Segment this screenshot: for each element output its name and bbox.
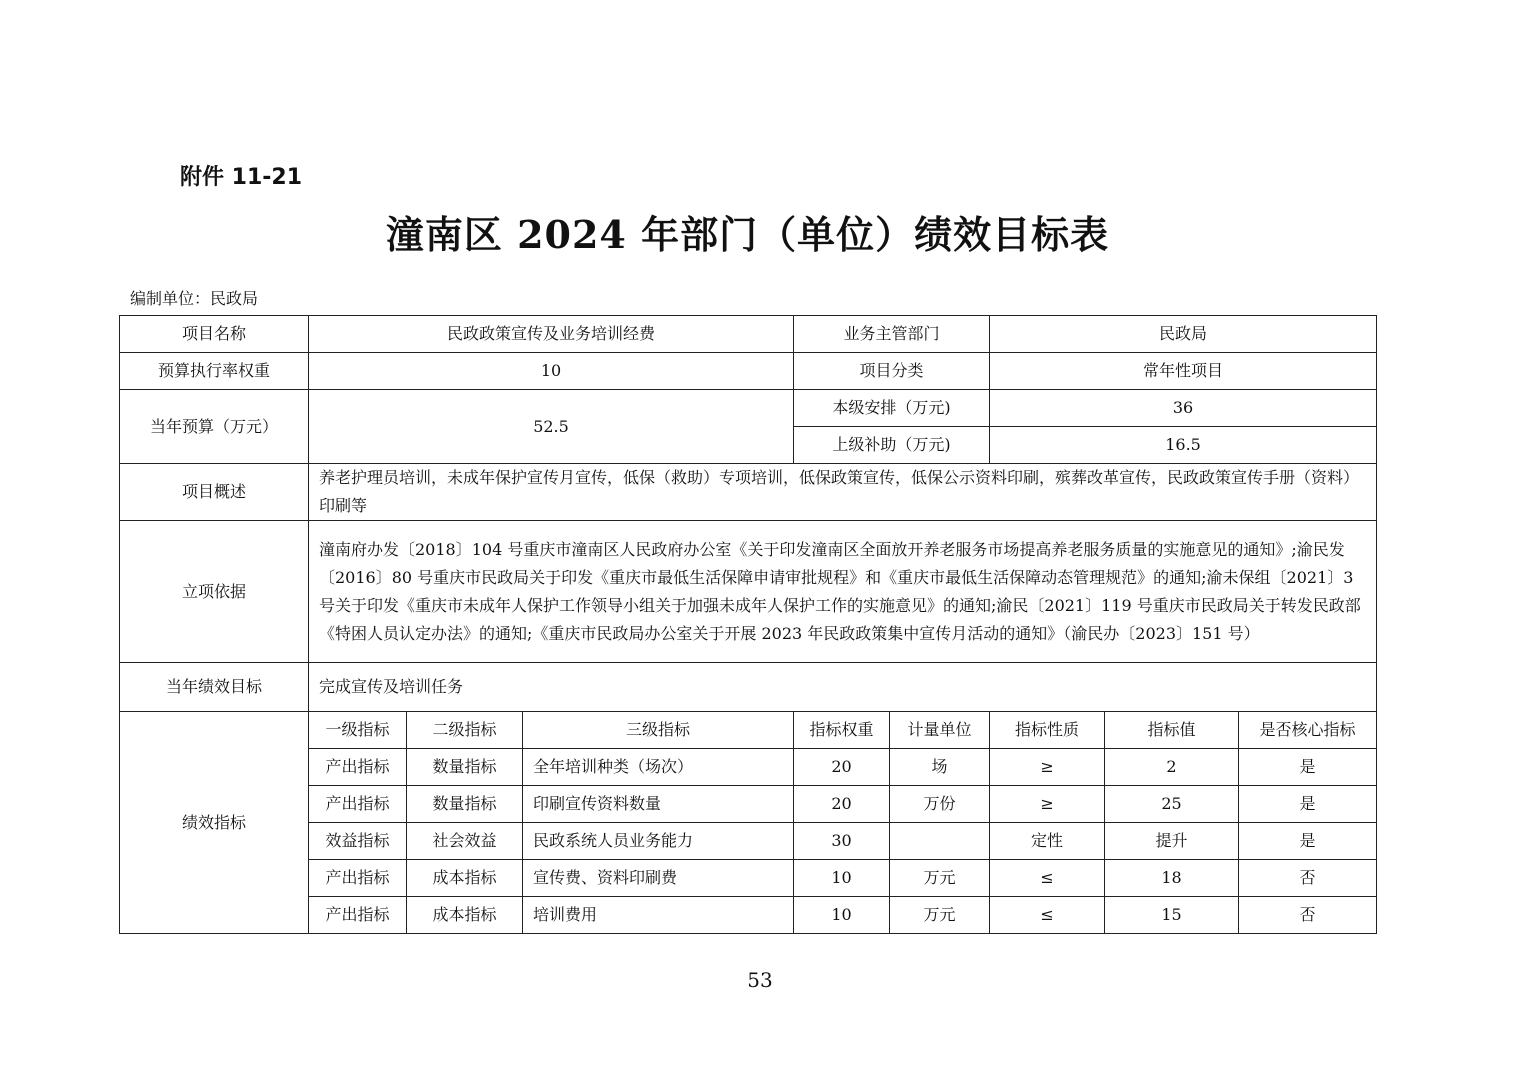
basis-text: 潼南府办发〔2018〕104 号重庆市潼南区人民政府办公室《关于印发潼南区全面放开养老服务市场提高养老服务质量的实施意见的通知》;渝民发〔2016〕80 号重庆市民政局关于印发《重庆市最低生活保障申请审批规程》和《重庆市最低生活保障动态管理规范》的通知;渝未保组〔2021〕3 号关于印发《重庆市未成年人保护工作领导小组关于加强未成年人保护工作的实施意见》的通知;渝民〔2021〕119 号重庆市民政局关于转发民政部《特困人员认定办法》的通知;《重庆市民政局办公室关于开展 2023 年民政政策集中宣传月活动的通知》（渝民办〔2023〕151 号） (309, 521, 1377, 663)
indicator-cell: 万元 (890, 860, 990, 897)
indicator-cell: 20 (794, 786, 890, 823)
local-label: 本级安排（万元) (794, 390, 990, 427)
row-overview (120, 464, 1377, 521)
indicator-cell: ≤ (990, 860, 1105, 897)
indicator-cell: 是 (1239, 786, 1377, 823)
page-title: 潼南区 2024 年部门（单位）绩效目标表 (385, 212, 1110, 257)
indicator-cell: 成本指标 (407, 897, 523, 934)
indicator-cell: 产出指标 (309, 860, 407, 897)
indicator-row (120, 786, 1377, 823)
compiling-unit: 编制单位：民政局 (130, 289, 259, 308)
indicators-label: 绩效指标 (120, 712, 309, 934)
row-budget-local (120, 390, 1377, 427)
indicator-cell: 产出指标 (309, 897, 407, 934)
indicator-cell: 提升 (1105, 823, 1239, 860)
indicator-header-cell: 二级指标 (407, 712, 523, 749)
indicator-cell: 25 (1105, 786, 1239, 823)
dept-value: 民政局 (990, 316, 1377, 353)
project-name-label: 项目名称 (120, 316, 309, 353)
indicator-header-cell: 计量单位 (890, 712, 990, 749)
upper-value: 16.5 (990, 427, 1377, 464)
category-label: 项目分类 (794, 353, 990, 390)
indicator-cell: 18 (1105, 860, 1239, 897)
indicator-cell (890, 823, 990, 860)
basis-label: 立项依据 (120, 521, 309, 663)
indicator-cell: 否 (1239, 860, 1377, 897)
indicator-cell: 20 (794, 749, 890, 786)
indicator-cell: 2 (1105, 749, 1239, 786)
overview-label: 项目概述 (120, 464, 309, 521)
page-number: 53 (747, 968, 773, 992)
indicator-cell: 15 (1105, 897, 1239, 934)
indicator-cell: ≥ (990, 749, 1105, 786)
budget-label: 当年预算（万元） (120, 390, 309, 464)
indicator-cell: 否 (1239, 897, 1377, 934)
indicator-cell: 成本指标 (407, 860, 523, 897)
goal-text: 完成宣传及培训任务 (309, 663, 1377, 712)
indicator-row (120, 897, 1377, 934)
indicator-cell: 10 (794, 897, 890, 934)
upper-label: 上级补助（万元) (794, 427, 990, 464)
project-name-value: 民政政策宣传及业务培训经费 (309, 316, 794, 353)
indicator-cell: 是 (1239, 823, 1377, 860)
indicator-cell: 宣传费、资料印刷费 (523, 860, 794, 897)
indicator-cell: ≥ (990, 786, 1105, 823)
indicator-cell: 场 (890, 749, 990, 786)
indicator-cell: 产出指标 (309, 749, 407, 786)
indicator-cell: 是 (1239, 749, 1377, 786)
indicator-cell: 定性 (990, 823, 1105, 860)
indicator-cell: 数量指标 (407, 749, 523, 786)
weight-value: 10 (309, 353, 794, 390)
indicator-header-cell: 指标值 (1105, 712, 1239, 749)
weight-label: 预算执行率权重 (120, 353, 309, 390)
indicator-cell: 万元 (890, 897, 990, 934)
indicator-cell: 培训费用 (523, 897, 794, 934)
indicator-cell: 效益指标 (309, 823, 407, 860)
attachment-label: 附件 11-21 (180, 165, 303, 190)
local-value: 36 (990, 390, 1377, 427)
indicator-cell: 30 (794, 823, 890, 860)
row-basis (120, 521, 1377, 663)
indicator-cell: 产出指标 (309, 786, 407, 823)
indicator-header-row (120, 712, 1377, 749)
indicator-cell: 社会效益 (407, 823, 523, 860)
row-goal (120, 663, 1377, 712)
indicator-cell: 万份 (890, 786, 990, 823)
indicator-cell: 全年培训种类（场次） (523, 749, 794, 786)
indicator-header-cell: 是否核心指标 (1239, 712, 1377, 749)
row-project-name (120, 316, 1377, 353)
indicator-header-cell: 三级指标 (523, 712, 794, 749)
indicator-cell: ≤ (990, 897, 1105, 934)
indicator-cell: 民政系统人员业务能力 (523, 823, 794, 860)
indicator-header-cell: 指标性质 (990, 712, 1105, 749)
category-value: 常年性项目 (990, 353, 1377, 390)
indicator-cell: 印刷宣传资料数量 (523, 786, 794, 823)
indicator-row (120, 749, 1377, 786)
row-weight (120, 353, 1377, 390)
budget-value: 52.5 (309, 390, 794, 464)
indicator-row (120, 860, 1377, 897)
indicator-header-cell: 指标权重 (794, 712, 890, 749)
indicator-cell: 数量指标 (407, 786, 523, 823)
goal-label: 当年绩效目标 (120, 663, 309, 712)
performance-target-table (119, 315, 1377, 934)
indicator-row (120, 823, 1377, 860)
overview-text: 养老护理员培训，未成年保护宣传月宣传，低保（救助）专项培训，低保政策宣传，低保公示资料印刷，殡葬改革宣传，民政政策宣传手册（资料）印刷等 (309, 464, 1377, 521)
dept-label: 业务主管部门 (794, 316, 990, 353)
indicator-cell: 10 (794, 860, 890, 897)
indicator-header-cell: 一级指标 (309, 712, 407, 749)
